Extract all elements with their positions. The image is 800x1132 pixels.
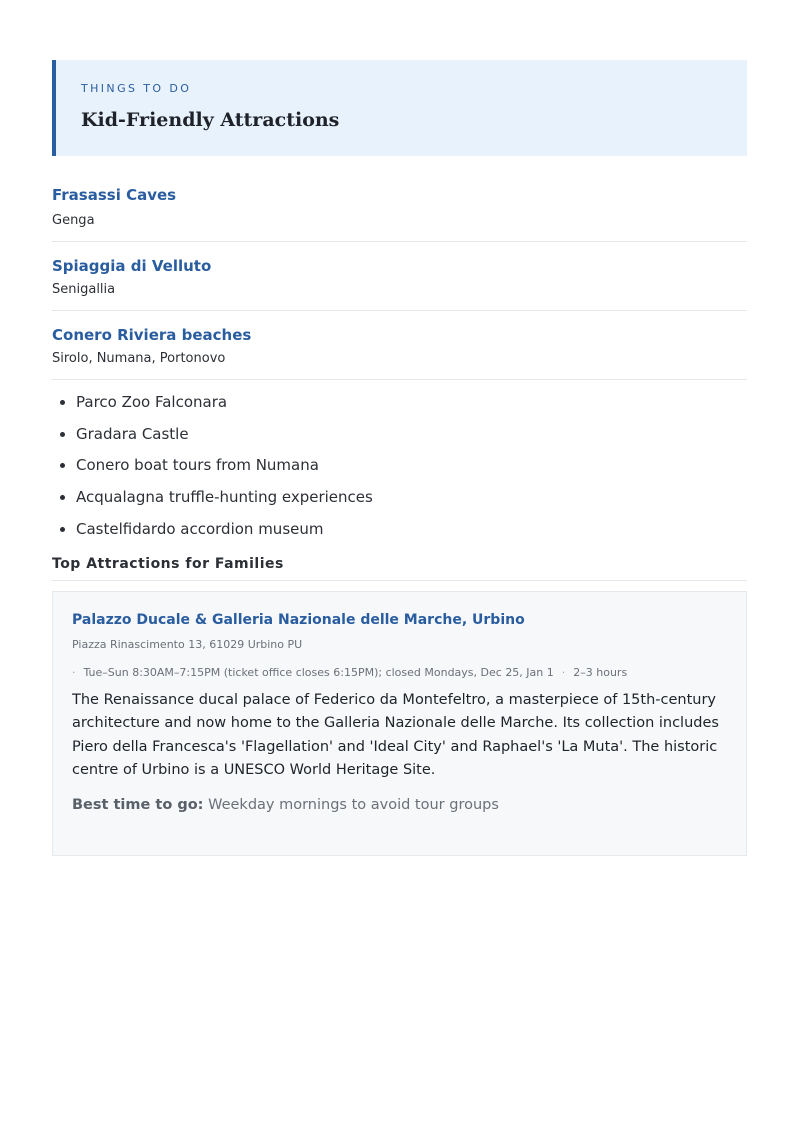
best-time-label: Best time to go: bbox=[72, 796, 204, 813]
bullet-item: Castelfidardo accordion museum bbox=[76, 519, 747, 539]
bullet-list bbox=[52, 392, 747, 539]
separator-dot: · bbox=[72, 665, 76, 679]
attraction-location: Genga bbox=[52, 213, 95, 228]
attraction-link[interactable]: Frasassi Caves bbox=[52, 186, 177, 204]
best-time bbox=[72, 795, 727, 815]
bullet-item: Parco Zoo Falconara bbox=[76, 392, 747, 412]
bullet-item: Gradara Castle bbox=[76, 424, 747, 444]
page bbox=[52, 60, 747, 856]
attraction-link[interactable]: Conero Riviera beaches bbox=[52, 326, 252, 344]
page-title: Kid-Friendly Attractions bbox=[81, 109, 340, 131]
opening-hours: Tue–Sun 8:30AM–7:15PM (ticket office closes 6:15PM); closed Mondays, Dec 25, Jan 1 bbox=[83, 665, 554, 679]
separator-dot: · bbox=[561, 665, 566, 679]
list-item bbox=[52, 184, 747, 242]
card-description: The Renaissance ducal palace of Federico da Montefeltro, a masterpiece of 15th-century architecture and now home to the Galleria Nazionale delle Marche. Its collection includes Piero della Francesca's 'Flagellation' and 'Ideal City' and Raphael's 'La Muta'. The historic centre of Urbino is a UNESCO World Heritage Site. bbox=[72, 691, 719, 779]
best-time-value: Weekday mornings to avoid tour groups bbox=[208, 796, 499, 813]
visit-duration: 2–3 hours bbox=[573, 665, 628, 679]
attraction-location: Sirolo, Numana, Portonovo bbox=[52, 351, 226, 366]
attraction-location: Senigallia bbox=[52, 282, 116, 297]
card-meta bbox=[72, 666, 727, 680]
eyebrow-label: THINGS TO DO bbox=[81, 82, 192, 95]
card-address: Piazza Rinascimento 13, 61029 Urbino PU bbox=[72, 637, 303, 651]
attraction-card bbox=[52, 591, 747, 856]
bullet-item: Conero boat tours from Numana bbox=[76, 455, 747, 475]
list-item bbox=[52, 311, 747, 380]
attraction-list bbox=[52, 184, 747, 380]
section-header bbox=[52, 60, 747, 156]
card-title-link[interactable]: Palazzo Ducale & Galleria Nazionale delle Marche, Urbino bbox=[72, 611, 525, 628]
bullet-item: Acqualagna truffle-hunting experiences bbox=[76, 487, 747, 507]
attraction-link[interactable]: Spiaggia di Velluto bbox=[52, 257, 212, 275]
section-heading: Top Attractions for Families bbox=[52, 555, 747, 581]
list-item bbox=[52, 242, 747, 311]
